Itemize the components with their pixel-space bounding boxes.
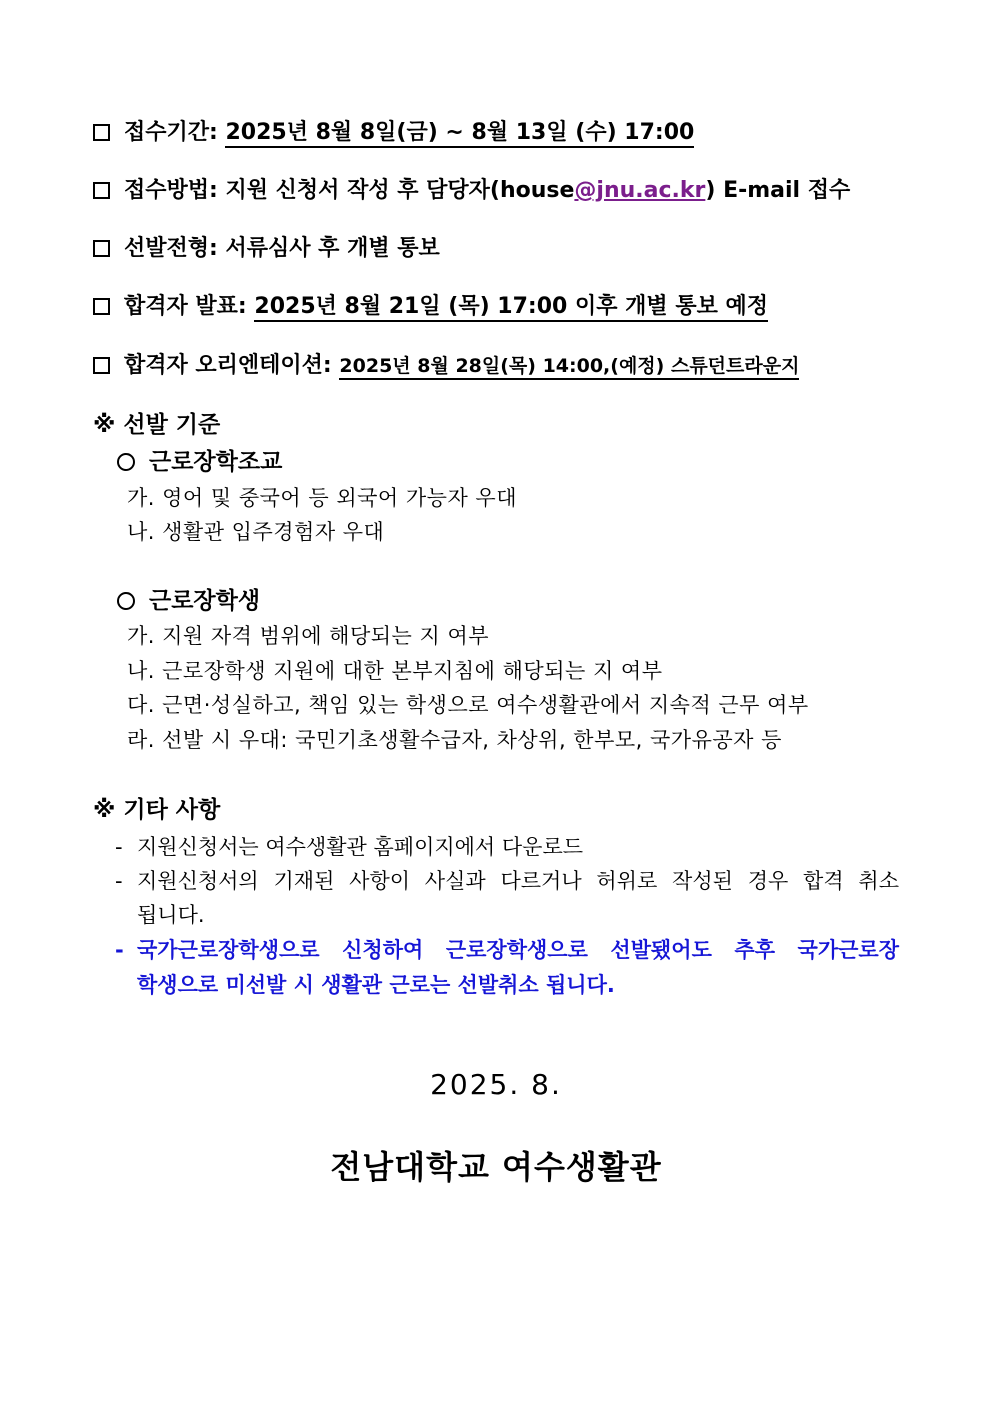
checkbox-icon bbox=[93, 240, 110, 257]
orientation-label: 합격자 오리엔테이션: bbox=[124, 353, 332, 378]
announce-value: 2025년 8월 21일 (목) 17:00 이후 개별 통보 예정 bbox=[254, 294, 768, 322]
selection-label: 선발전형: bbox=[124, 236, 218, 261]
circle-icon bbox=[117, 592, 135, 610]
student-heading bbox=[117, 585, 260, 617]
method-label: 접수방법: bbox=[124, 178, 218, 203]
other-item-cancel-line1: 지원신청서의 기재된 사항이 사실과 다르거나 허위로 작성된 경우 합격 취소 bbox=[137, 869, 899, 893]
announce-row bbox=[93, 292, 768, 322]
other-item-cancel-line2: 됩니다. bbox=[137, 903, 205, 927]
student-item: 라. 선발 시 우대: 국민기초생활수급자, 차상위, 한부모, 국가유공자 등 bbox=[127, 728, 782, 752]
assistant-title: 근로장학조교 bbox=[149, 449, 283, 475]
selection-value: 서류심사 후 개별 통보 bbox=[225, 236, 440, 261]
assistant-item: 가. 영어 및 중국어 등 외국어 가능자 우대 bbox=[127, 486, 517, 510]
student-item: 다. 근면·성실하고, 책임 있는 학생으로 여수생활관에서 지속적 근무 여부 bbox=[127, 693, 809, 717]
checkbox-icon bbox=[93, 182, 110, 199]
method-post: ) E-mail 접수 bbox=[705, 178, 851, 203]
other-title: ※ 기타 사항 bbox=[93, 797, 221, 823]
criteria-title: ※ 선발 기준 bbox=[93, 412, 221, 438]
checkbox-icon bbox=[93, 298, 110, 315]
student-title: 근로장학생 bbox=[149, 588, 261, 614]
period-value: 2025년 8월 8일(금) ~ 8월 13일 (수) 17:00 bbox=[225, 120, 694, 148]
bullet-dash: - bbox=[115, 835, 123, 859]
method-row bbox=[93, 176, 850, 206]
student-item: 가. 지원 자격 범위에 해당되는 지 여부 bbox=[127, 624, 490, 648]
other-item-download: 지원신청서는 여수생활관 홈페이지에서 다운로드 bbox=[137, 835, 584, 859]
checkbox-icon bbox=[93, 357, 110, 374]
bullet-dash: - bbox=[115, 869, 123, 893]
student-item: 나. 근로장학생 지원에 대한 본부지침에 해당되는 지 여부 bbox=[127, 659, 663, 683]
other-item-notice-line1: 국가근로장학생으로 신청하여 근로장학생으로 선발됐어도 추후 국가근로장 bbox=[137, 938, 899, 962]
orientation-row bbox=[93, 351, 799, 381]
checkbox-icon bbox=[93, 124, 110, 141]
other-item-notice-line2: 학생으로 미선발 시 생활관 근로는 선발취소 됩니다. bbox=[137, 973, 615, 997]
assistant-item: 나. 생활관 입주경험자 우대 bbox=[127, 520, 385, 544]
period-label: 접수기간: bbox=[124, 120, 218, 145]
selection-row bbox=[93, 234, 440, 264]
orientation-value: 2025년 8월 28일(목) 14:00,(예정) 스튜던트라운지 bbox=[339, 355, 799, 380]
footer-date: 2025. 8. bbox=[430, 1068, 562, 1101]
circle-icon bbox=[117, 453, 135, 471]
method-pre: 지원 신청서 작성 후 담당자(house bbox=[225, 178, 575, 203]
bullet-dash: - bbox=[115, 938, 124, 962]
assistant-heading bbox=[117, 446, 282, 478]
footer-organization: 전남대학교 여수생활관 bbox=[330, 1148, 662, 1186]
email-link[interactable]: @jnu.ac.kr bbox=[574, 178, 706, 203]
announce-label: 합격자 발표: bbox=[124, 294, 247, 319]
period-row bbox=[93, 118, 694, 148]
